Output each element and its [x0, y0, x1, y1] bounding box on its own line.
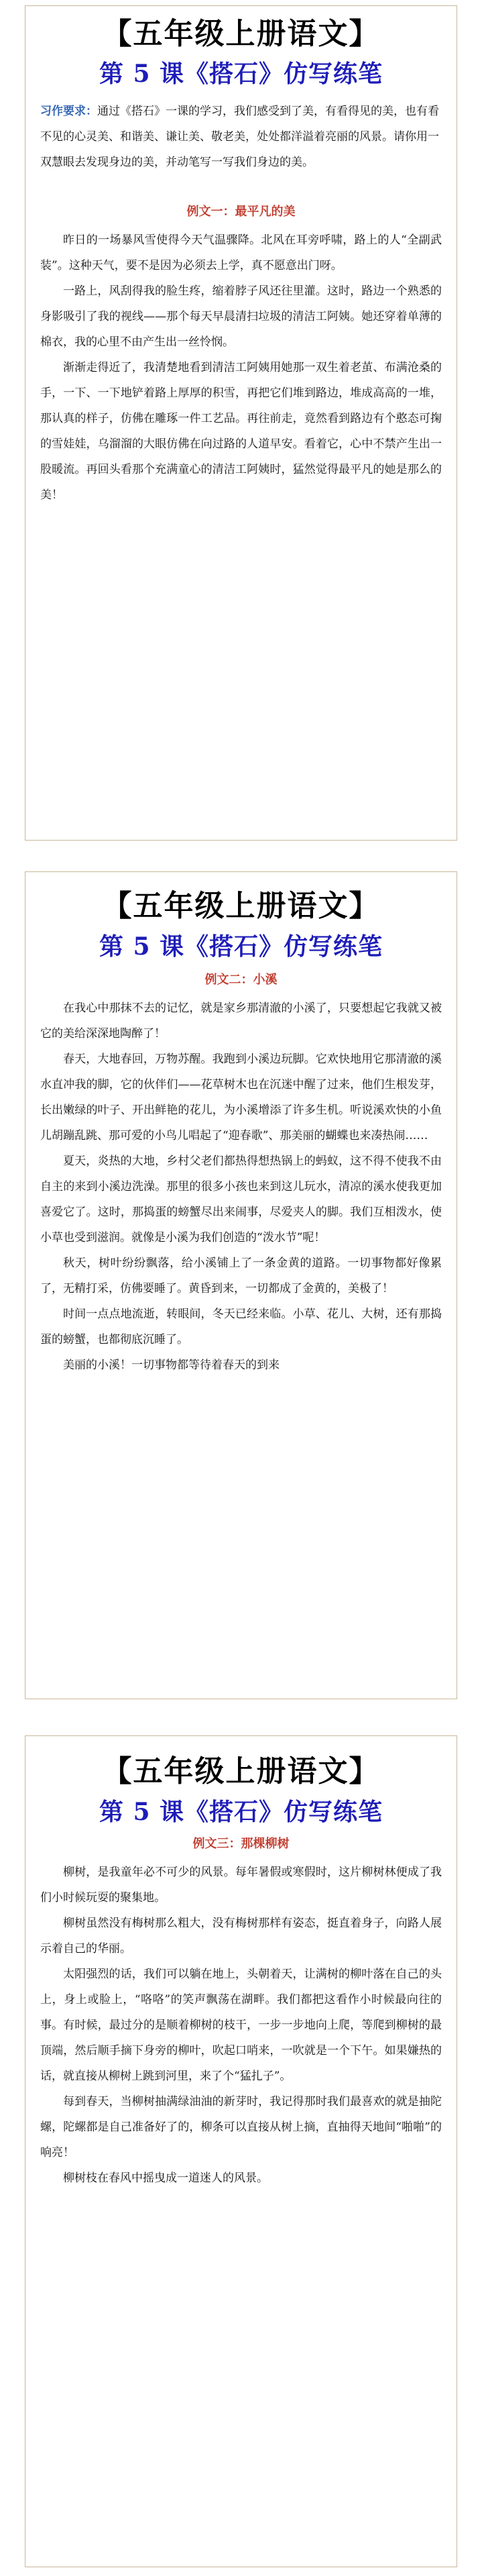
example-paragraph: 太阳强烈的话，我们可以躺在地上，头朝着天，让满树的柳叶落在自己的头上，身上或脸上，“咯咯”的笑声飘荡在湖畔。我们都把这看作小时候最向往的事。有时候，最过分的是顺着柳树的枝干，一步一步地向上爬，等爬到柳树的最顶端，然后顺手摘下身旁的柳叶，吹起口哨来，一吹就是一个下午。如果嫌热的话，就直接从柳树上跳到河里，来了个“猛扎子”。	[40, 1968, 442, 2083]
example-paragraph: 春天，大地春回，万物苏醒。我跑到小溪边玩脚。它欢快地用它那清澈的溪水直冲我的脚，它的伙伴们——花草树木也在沉迷中醒了过来，他们生根发芽，长出嫩绿的叶子、开出鲜艳的花儿，为小溪增添了许多生机。听说溪欢快的小鱼儿胡蹦乱跳、那可爱的小鸟儿唱起了“迎春歌”、那美丽的蝴蝶也来凑热闹……	[40, 1053, 442, 1142]
example-paragraph: 每到春天，当柳树抽满绿油油的新芽时，我记得那时我们最喜欢的就是抽陀螺，陀螺都是自己准备好了的，柳条可以直接从树上摘，直抽得天地间“啪啪”的响亮！	[40, 2095, 442, 2159]
example-paragraph: 时间一点点地流逝，转眼间，冬天已经来临。小草、花儿、大树，还有那捣蛋的螃蟹，也都彻底沉睡了。	[40, 1307, 442, 1346]
example-paragraph: 昨日的一场暴风雪使得今天气温骤降。北风在耳旁呼啸，路上的人“全副武装”。这种天气，要不是因为必须去上学，真不愿意出门呀。	[40, 233, 442, 272]
example-paragraph: 渐渐走得近了，我清楚地看到清洁工阿姨用她那一双生着老茧、布满沧桑的手，一下、一下地铲着路上厚厚的积雪，再把它们堆到路边，堆成高高的一堆，那认真的样子，仿佛在雕琢一件工艺品。再往前走，竟然看到路边有个憨态可掬的雪娃娃，乌溜溜的大眼仿佛在向过路的人道早安。看着它，心中不禁产生出一股暖流。再回头看那个充满童心的清洁工阿姨时，猛然觉得最平凡的她是那么的美！	[40, 361, 442, 502]
example-title: 例文一：最平凡的美	[186, 205, 296, 219]
example-paragraph: 一路上，风刮得我的脸生疼，缩着脖子风还往里灌。这时，路边一个熟悉的身影吸引了我的视线——那个每天早晨清扫垃圾的清洁工阿姨。她还穿着单薄的棉衣，我的心里不由产生出一丝怜悯。	[40, 284, 442, 349]
example-paragraph: 秋天，树叶纷纷飘落，给小溪铺上了一条金黄的道路。一切事物都好像累了，无精打采，仿佛要睡了。黄昏到来，一切都成了金黄的，美极了！	[40, 1256, 442, 1295]
page-title: 【五年级上册语文】	[102, 889, 380, 923]
example-body	[40, 1860, 442, 2191]
page-title: 【五年级上册语文】	[102, 1754, 380, 1788]
writing-requirement	[40, 99, 442, 175]
page-subtitle: 第 5 课《搭石》仿写练笔	[99, 1798, 383, 1826]
requirement-text: 通过《搭石》一课的学习，我们感受到了美，有看得见的美，也有看不见的心灵美、和谐美、谦让美、敬老美，处处都洋溢着亮丽的风景。请你用一双慧眼去发现身边的美，并动笔写一写我们身边的美。	[40, 105, 439, 169]
example-title: 例文三：那棵柳树	[192, 1837, 290, 1851]
page-subtitle: 第 5 课《搭石》仿写练笔	[99, 60, 383, 88]
example-paragraph: 柳树虽然没有梅树那么粗大，没有梅树那样有姿态，挺直着身子，向路人展示着自己的华丽。	[40, 1917, 442, 1955]
example-paragraph: 在我心中那抹不去的记忆，就是家乡那清澈的小溪了，只要想起它我就又被它的美给深深地陶醉了！	[40, 1002, 442, 1040]
example-paragraph: 柳树，是我童年必不可少的风景。每年暑假或寒假时，这片柳树林便成了我们小时候玩耍的聚集地。	[40, 1866, 442, 1904]
worksheet-page-3	[25, 1735, 457, 2567]
example-paragraph: 柳树枝在春风中摇曳成一道迷人的风景。	[63, 2171, 268, 2185]
worksheet-page-1	[25, 5, 457, 841]
page-subtitle: 第 5 课《搭石》仿写练笔	[99, 932, 383, 961]
example-body	[40, 996, 442, 1378]
example-title: 例文二：小溪	[204, 973, 278, 987]
page-title: 【五年级上册语文】	[102, 17, 380, 51]
requirement-label: 习作要求：	[40, 105, 97, 118]
example-paragraph: 美丽的小溪！一切事物都等待着春天的到来	[63, 1358, 280, 1372]
example-paragraph: 夏天，炎热的大地，乡村父老们都热得想热锅上的蚂蚁，这不得不使我不由自主的来到小溪边洗澡。那里的很多小孩也来到这儿玩水，清凉的溪水使我更加喜爱它了。这时，那捣蛋的螃蟹尽出来闹事，尽爱夹人的脚。我们互相泼水，使小草也受到滋润。就像是小溪为我们创造的“泼水节”呢！	[40, 1155, 442, 1244]
worksheet-page-2	[25, 871, 457, 1699]
example-body	[40, 227, 442, 508]
